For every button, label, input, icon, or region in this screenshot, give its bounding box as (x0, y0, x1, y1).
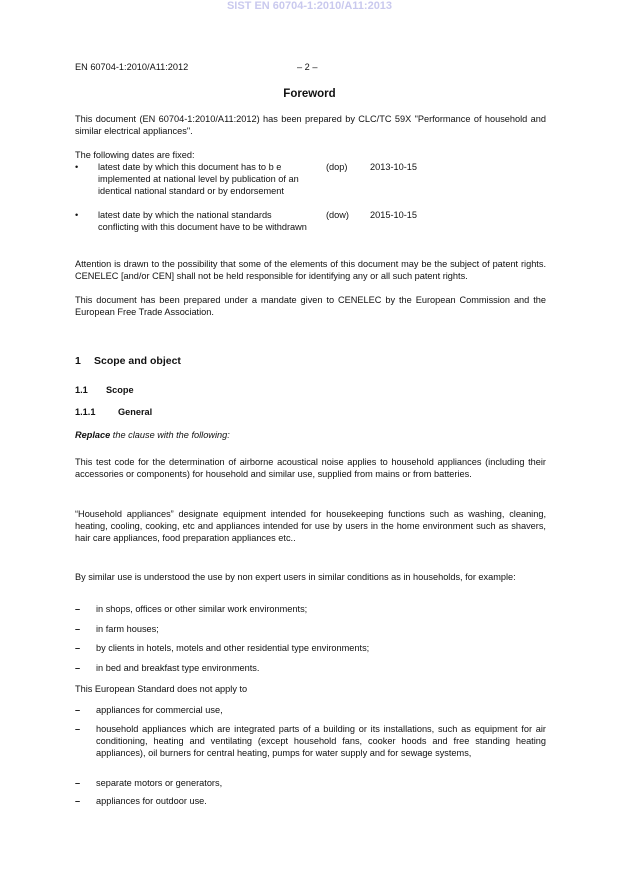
list-item: – in farm houses; (75, 624, 159, 634)
section-1-1-heading: 1.1 Scope (75, 385, 134, 395)
date-description: latest date by which this document has to b e implemented at national level by publication of an identical national standard or by endorsement (98, 162, 299, 196)
list-item: – by clients in hotels, motels and other residential type environments; (75, 643, 370, 653)
scope-paragraph-1: This test code for the determination of airborne acoustical noise applies to household appliances (including their accessories or components) for household and similar use, supplied from mains or from batteries. (75, 457, 546, 479)
list-item: – in shops, offices or other similar work environments; (75, 604, 308, 614)
scope-paragraph-3: By similar use is understood the use by non expert users in similar conditions as in households, for example: (75, 572, 516, 582)
date-value: 2013-10-15 (370, 162, 417, 172)
foreword-title: Foreword (283, 88, 336, 100)
header-page-number: – 2 – (297, 62, 318, 72)
bullet-icon: • (75, 210, 79, 220)
foreword-intro: This document (EN 60704-1:2010/A11:2012) has been prepared by CLC/TC 59X "Performance of household and similar electrical appliances". (75, 114, 546, 136)
date-code: (dow) (326, 210, 349, 220)
list-item: – appliances for commercial use, (75, 705, 223, 715)
replace-instruction: Replace the clause with the following: (75, 430, 230, 440)
list-item: – separate motors or generators, (75, 778, 223, 788)
section-1-1-1-heading: 1.1.1 General (75, 407, 153, 417)
date-description: latest date by which the national standards conflicting with this document have to be withdrawn (98, 210, 307, 232)
dates-intro: The following dates are fixed: (75, 150, 195, 160)
mandate-paragraph: This document has been prepared under a mandate given to CENELEC by the European Commission and the European Free Trade Association. (75, 295, 546, 317)
attention-paragraph: Attention is drawn to the possibility that some of the elements of this document may be the subject of patent rights. CENELEC [and/or CEN] shall not be held responsible for identifying any or all such patent rights. (75, 259, 546, 281)
date-code: (dop) (326, 162, 348, 172)
list-item: – household appliances which are integrated parts of a building or its installations, such as equipment for air conditioning, heating and ventilating (except household fans, cooker hoods and free standing heating appliances), oil burners for central heating, pumps for water supply and for sewage systems, (75, 724, 546, 758)
scope-paragraph-4: This European Standard does not apply to (75, 684, 248, 694)
scope-paragraph-2: “Household appliances” designate equipment intended for housekeeping functions such as washing, cleaning, heating, cooling, cooking, etc and appliances intended for use by users in the home environment such as shavers, hair care appliances, food preparation appliances etc.. (75, 509, 546, 543)
watermark: SIST EN 60704-1:2010/A11:2013 (226, 0, 393, 12)
list-item: – in bed and breakfast type environments. (75, 663, 260, 673)
bullet-icon: • (75, 162, 79, 172)
list-item: – appliances for outdoor use. (75, 796, 207, 806)
header-doc-id: EN 60704-1:2010/A11:2012 (75, 62, 189, 72)
section-1-heading: 1 Scope and object (75, 355, 181, 367)
date-value: 2015-10-15 (370, 210, 417, 220)
